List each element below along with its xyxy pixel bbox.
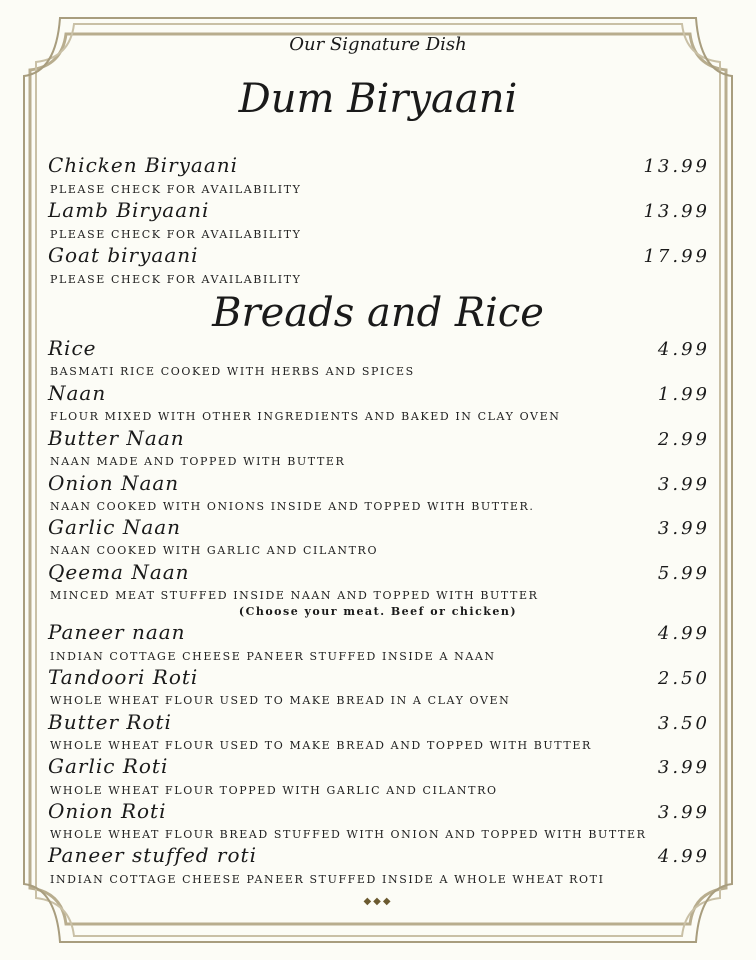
meat-choice-note: (Choose your meat. Beef or chicken) bbox=[238, 605, 518, 618]
menu-item-price: 5.99 bbox=[657, 563, 710, 584]
menu-item-desc: FLOUR MIXED WITH OTHER INGREDIENTS AND BAKED IN CLAY OVEN bbox=[50, 410, 561, 423]
menu-item-price: 2.99 bbox=[657, 429, 710, 450]
menu-item-price: 3.50 bbox=[657, 713, 710, 734]
menu-item-name: Onion Naan bbox=[48, 471, 180, 495]
menu-item-name: Garlic Roti bbox=[48, 754, 169, 778]
menu-item-name: Onion Roti bbox=[48, 799, 167, 823]
menu-item-name: Naan bbox=[48, 381, 107, 405]
menu-item-desc: PLEASE CHECK FOR AVAILABILITY bbox=[50, 183, 302, 196]
menu-item-price: 1.99 bbox=[657, 384, 710, 405]
menu-item-desc: WHOLE WHEAT FLOUR TOPPED WITH GARLIC AND CILANTRO bbox=[50, 784, 498, 797]
section-title-biryaani: Dum Biryaani bbox=[238, 76, 518, 122]
menu-item-desc: NAAN MADE AND TOPPED WITH BUTTER bbox=[50, 455, 346, 468]
menu-item-desc: BASMATI RICE COOKED WITH HERBS AND SPICES bbox=[50, 365, 415, 378]
menu-item-desc: WHOLE WHEAT FLOUR BREAD STUFFED WITH ONION AND TOPPED WITH BUTTER bbox=[50, 828, 647, 841]
menu-item-desc: INDIAN COTTAGE CHEESE PANEER STUFFED INSIDE A NAAN bbox=[50, 650, 496, 663]
menu-item-desc: NAAN COOKED WITH ONIONS INSIDE AND TOPPED WITH BUTTER. bbox=[50, 500, 535, 513]
menu-item-desc: PLEASE CHECK FOR AVAILABILITY bbox=[50, 273, 302, 286]
menu-item-name: Butter Naan bbox=[48, 426, 185, 450]
menu-item-price: 3.99 bbox=[657, 802, 710, 823]
ornament-diamonds: ◆◆◆ bbox=[363, 896, 393, 907]
menu-item-price: 17.99 bbox=[643, 246, 710, 267]
menu-item-name: Chicken Biryaani bbox=[48, 153, 239, 177]
menu-item-desc: INDIAN COTTAGE CHEESE PANEER STUFFED INSIDE A WHOLE WHEAT ROTI bbox=[50, 873, 605, 886]
menu-item-price: 2.50 bbox=[657, 668, 710, 689]
section-title-breads: Breads and Rice bbox=[212, 290, 544, 336]
menu-item-price: 4.99 bbox=[657, 339, 710, 360]
menu-item-name: Paneer naan bbox=[48, 620, 186, 644]
menu-item-name: Qeema Naan bbox=[48, 560, 190, 584]
menu-item-name: Lamb Biryaani bbox=[48, 198, 210, 222]
menu-item-name: Paneer stuffed roti bbox=[48, 843, 257, 867]
subheading: Our Signature Dish bbox=[289, 34, 467, 55]
menu-item-name: Goat biryaani bbox=[48, 243, 199, 267]
menu-item-price: 3.99 bbox=[657, 757, 710, 778]
menu-item-desc: NAAN COOKED WITH GARLIC AND CILANTRO bbox=[50, 544, 379, 557]
menu-item-name: Garlic Naan bbox=[48, 515, 182, 539]
menu-item-price: 13.99 bbox=[643, 156, 710, 177]
menu-item-desc: PLEASE CHECK FOR AVAILABILITY bbox=[50, 228, 302, 241]
menu-item-name: Tandoori Roti bbox=[48, 665, 199, 689]
menu-item-name: Rice bbox=[48, 336, 97, 360]
menu-item-desc: WHOLE WHEAT FLOUR USED TO MAKE BREAD IN A CLAY OVEN bbox=[50, 694, 511, 707]
menu-item-price: 4.99 bbox=[657, 623, 710, 644]
menu-item-desc: MINCED MEAT STUFFED INSIDE NAAN AND TOPPED WITH BUTTER bbox=[50, 589, 539, 602]
menu-item-price: 4.99 bbox=[657, 846, 710, 867]
menu-item-desc: WHOLE WHEAT FLOUR USED TO MAKE BREAD AND TOPPED WITH BUTTER bbox=[50, 739, 592, 752]
menu-item-price: 3.99 bbox=[657, 474, 710, 495]
menu-item-price: 3.99 bbox=[657, 518, 710, 539]
menu-item-price: 13.99 bbox=[643, 201, 710, 222]
menu-item-name: Butter Roti bbox=[48, 710, 172, 734]
